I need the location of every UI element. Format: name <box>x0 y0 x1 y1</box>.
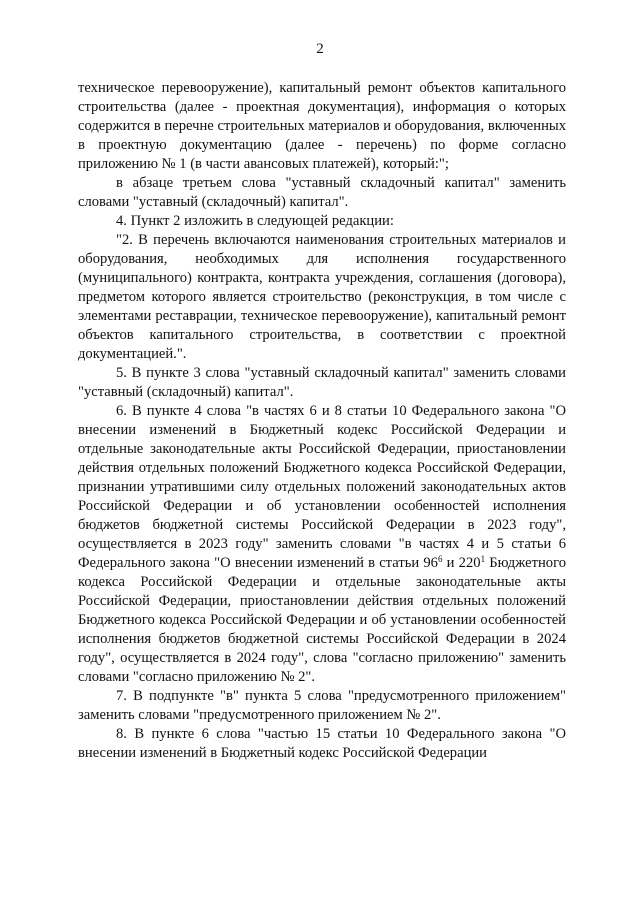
paragraph-item-7: 7. В подпункте "в" пункта 5 слова "предусмотренного приложением" заменить словами "предусмотренного приложением № 2". <box>78 688 566 723</box>
paragraph-item-6-part1: 6. В пункте 4 слова "в частях 6 и 8 статьи 10 Федерального закона "О внесении изменений в Бюджетный кодекс Российской Федерации и отдельные законодательные акты Российской Федерации, приостановлении действия отдельных положений Бюджетного кодекса Российской Федерации, признании утратившими силу отдельных положений законодательных актов Российской Федерации и об установлении особенностей исполнения бюджетов бюджетной системы Российской Федерации в 2023 году", осуществляется в 2023 году" заменить словами "в частях 4 и 5 статьи 6 Федерального закона "О внесении изменений в статьи 96 <box>78 403 566 571</box>
paragraph-item-6 <box>78 402 566 687</box>
paragraph-item-4-text: "2. В перечень включаются наименования строительных материалов и оборудования, необходимых для исполнения государственного (муниципального) контракта, контракта учреждения, соглашения (договора), предметом которого является строительство (реконструкция, в том числе с элементами реставрации, техническое перевооружение), капитальный ремонт объектов капитального строительства, в соответствии с проектной документацией.". <box>78 232 566 362</box>
paragraph-item-8: 8. В пункте 6 слова "частью 15 статьи 10 Федерального закона "О внесении изменений в Бюджетный кодекс Российской Федерации <box>78 726 566 761</box>
paragraph-continuation: техническое перевооружение), капитальный ремонт объектов капитального строительства (далее - проектная документация), информация о которых содержится в перечне строительных материалов и оборудования, включенных в проектную документацию (далее - перечень) по форме согласно приложению № 1 (в части авансовых платежей), который:"; <box>78 80 566 172</box>
paragraph-item-5: 5. В пункте 3 слова "уставный складочный капитал" заменить словами "уставный (складочный) капитал". <box>78 365 566 400</box>
paragraph-item-6-part2: и 220 <box>442 555 481 571</box>
paragraph-third-abzac: в абзаце третьем слова "уставный складочный капитал" заменить словами "уставный (складочный) капитал". <box>78 175 566 210</box>
document-body <box>78 79 566 763</box>
paragraph-item-4: 4. Пункт 2 изложить в следующей редакции: <box>116 213 394 229</box>
paragraph-item-6-part3: Бюджетного кодекса Российской Федерации и отдельные законодательные акты Российской Федерации, приостановлении действия отдельных положений Бюджетного кодекса Российской Федерации и об установлении особенностей исполнения бюджетов бюджетной системы Российской Федерации в 2024 году", осуществляется в 2024 году", слова "согласно приложению" заменить словами "согласно приложению № 2". <box>78 555 566 685</box>
superscript-6: 6 <box>437 554 443 564</box>
page-number: 2 <box>316 41 324 57</box>
superscript-1: 1 <box>480 554 486 564</box>
